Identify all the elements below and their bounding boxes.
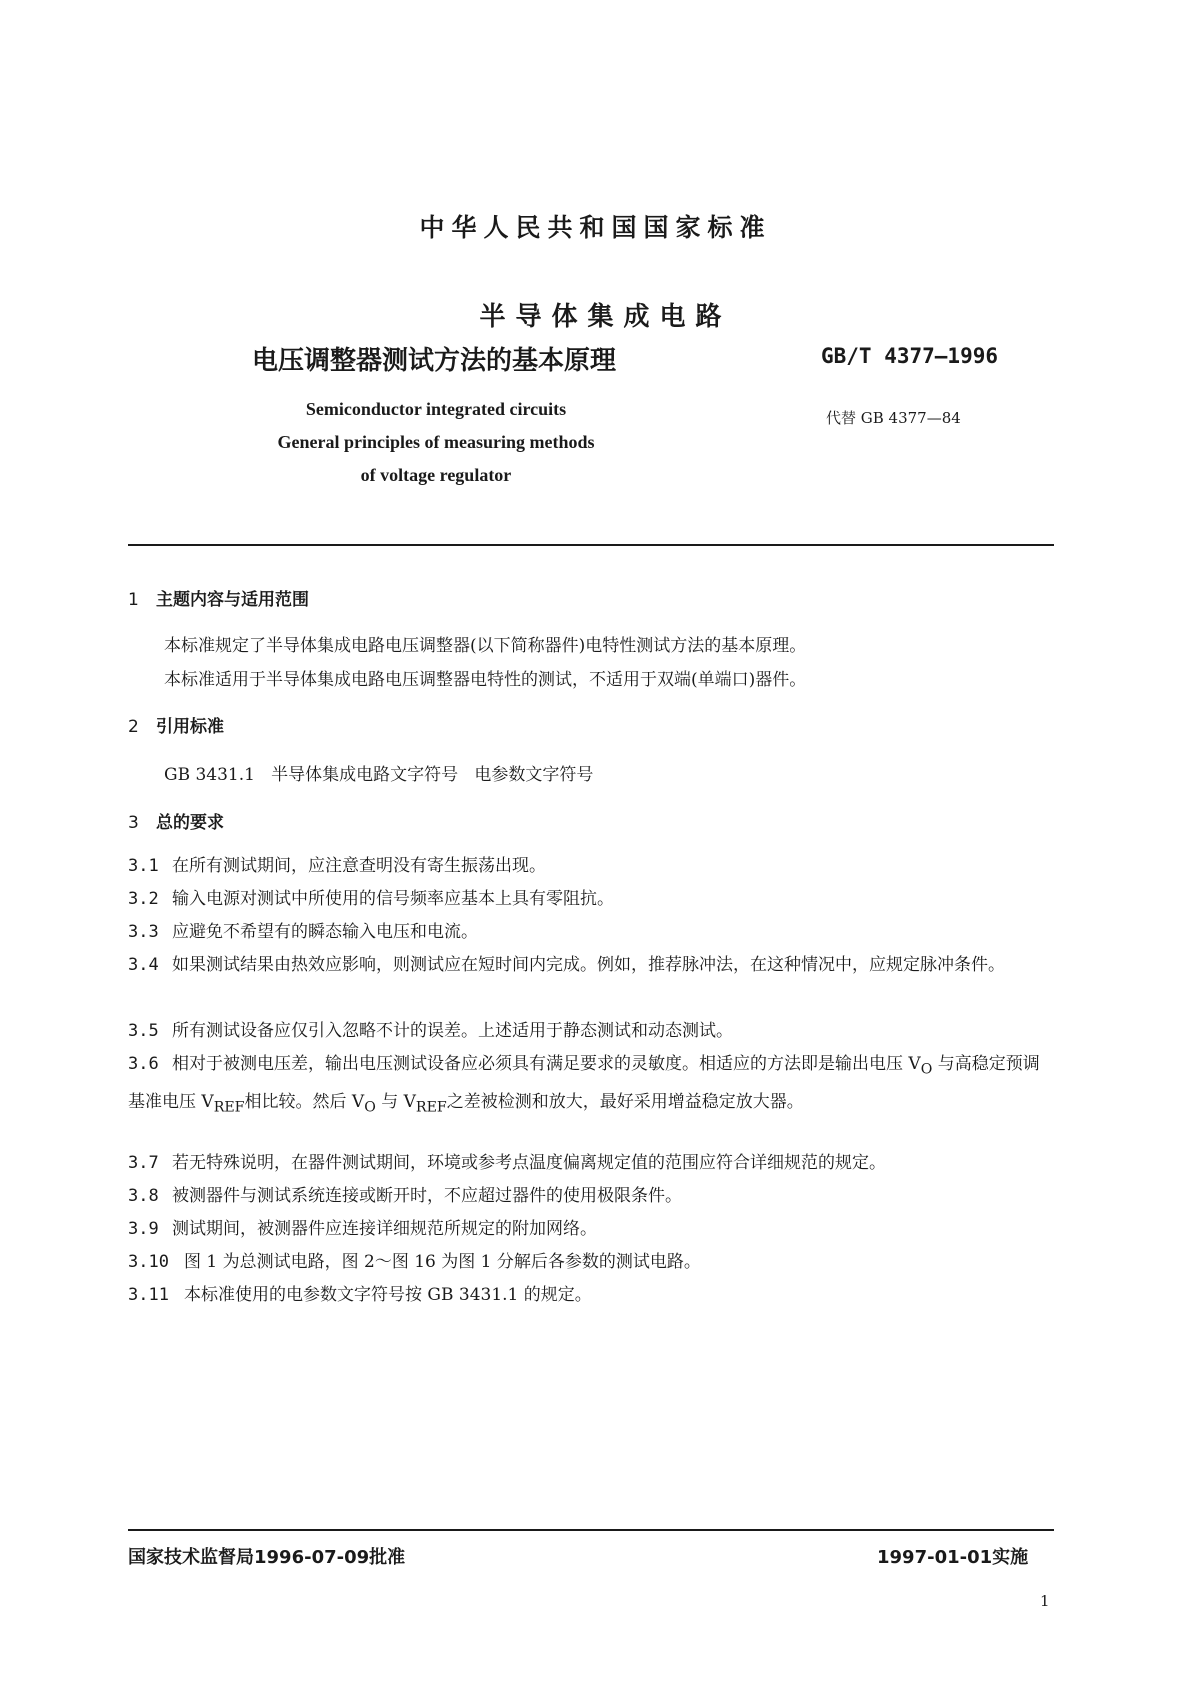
english-title-line3: of voltage regulator [360, 465, 512, 485]
clause-3-6 [128, 1048, 1054, 1125]
clause-number: 3.2 [128, 889, 159, 909]
clause-3-3 [128, 916, 1054, 949]
section-title: 引用标准 [156, 717, 224, 737]
clause-text: 相对于被测电压差，输出电压测试设备应必须具有满足要求的灵敏度。相适应的方法即是输出电压 $V_O$ 与高稳定预调基准电压 $V_{REF}$相比较。然后 $V_O$ 与 $V_{REF}$之差被检测和放大，最好采用增益稳定放大器。 [128, 1054, 1040, 1116]
clause-number: 3.6 [128, 1054, 159, 1074]
header-divider [128, 544, 1054, 546]
clause-text: 测试期间，被测器件应连接详细规范所规定的附加网络。 [172, 1219, 597, 1239]
subscript: REF [213, 1099, 245, 1116]
section-2-heading [128, 712, 224, 737]
english-title-line1: Semiconductor integrated circuits [305, 399, 567, 419]
section-title: 总的要求 [156, 813, 224, 833]
clause-3-4 [128, 949, 1054, 982]
effective-date: 1997-01-01实施 [877, 1547, 1029, 1568]
referenced-standard: GB 3431.1 半导体集成电路文字符号 电参数文字符号 [164, 765, 594, 785]
clause-text: 本标准使用的电参数文字符号按 GB 3431.1 的规定。 [184, 1285, 592, 1305]
clause-text: 如果测试结果由热效应影响，则测试应在短时间内完成。例如，推荐脉冲法，在这种情况中，应规定脉冲条件。 [172, 955, 1005, 975]
clause-number: 3.1 [128, 856, 159, 876]
replaces-note: 代替 GB 4377—84 [826, 409, 961, 427]
subscript: O [364, 1099, 376, 1116]
subscript: REF [415, 1099, 447, 1116]
clause-3-9 [128, 1213, 1054, 1246]
section-number: 1 [128, 590, 139, 610]
clause-number: 3.8 [128, 1186, 159, 1206]
section-number: 3 [128, 813, 139, 833]
clause-number: 3.3 [128, 922, 159, 942]
clause-text: 在所有测试期间，应注意查明没有寄生振荡出现。 [172, 856, 546, 876]
english-title-line2: General principles of measuring methods [277, 432, 595, 452]
clause-number: 3.10 [128, 1252, 169, 1272]
section-1-paragraph: 本标准规定了半导体集成电路电压调整器(以下简称器件)电特性测试方法的基本原理。 [164, 636, 807, 656]
clause-text: 被测器件与测试系统连接或断开时，不应超过器件的使用极限条件。 [172, 1186, 682, 1206]
approval-date: 国家技术监督局1996-07-09批准 [128, 1547, 406, 1568]
clause-number: 3.11 [128, 1285, 169, 1305]
section-title: 主题内容与适用范围 [156, 590, 309, 610]
clause-3-2 [128, 883, 1054, 916]
clause-3-7 [128, 1147, 1054, 1180]
clause-number: 3.5 [128, 1021, 159, 1041]
clause-3-5 [128, 1015, 1054, 1048]
clause-number: 3.7 [128, 1153, 159, 1173]
clause-text: 若无特殊说明，在器件测试期间，环境或参考点温度偏离规定值的范围应符合详细规范的规定。 [172, 1153, 886, 1173]
section-1-paragraph: 本标准适用于半导体集成电路电压调整器电特性的测试，不适用于双端(单端口)器件。 [164, 670, 807, 690]
standard-number: GB/T 4377—1996 [821, 344, 999, 368]
clause-text: 图 1 为总测试电路，图 2～图 16 为图 1 分解后各参数的测试电路。 [184, 1252, 701, 1272]
clause-text: 输入电源对测试中所使用的信号频率应基本上具有零阻抗。 [172, 889, 614, 909]
section-1-heading [128, 585, 309, 610]
clause-3-10 [128, 1246, 1054, 1279]
subscript: O [920, 1061, 933, 1078]
document-title-line1: 半导体集成电路 [479, 302, 732, 332]
clause-3-8 [128, 1180, 1054, 1213]
clause-number: 3.9 [128, 1219, 159, 1239]
section-number: 2 [128, 717, 139, 737]
document-title-line2: 电压调整器测试方法的基本原理 [252, 346, 617, 376]
page-number: 1 [1040, 1592, 1050, 1610]
clause-text: 所有测试设备应仅引入忽略不计的误差。上述适用于静态测试和动态测试。 [172, 1021, 733, 1041]
national-standard-heading: 中华人民共和国国家标准 [419, 213, 772, 242]
clause-text: 应避免不希望有的瞬态输入电压和电流。 [172, 922, 478, 942]
clause-number: 3.4 [128, 955, 159, 975]
footer-divider [128, 1529, 1054, 1531]
clause-3-1 [128, 850, 1054, 883]
clause-3-11 [128, 1279, 1054, 1312]
section-3-heading [128, 808, 224, 833]
